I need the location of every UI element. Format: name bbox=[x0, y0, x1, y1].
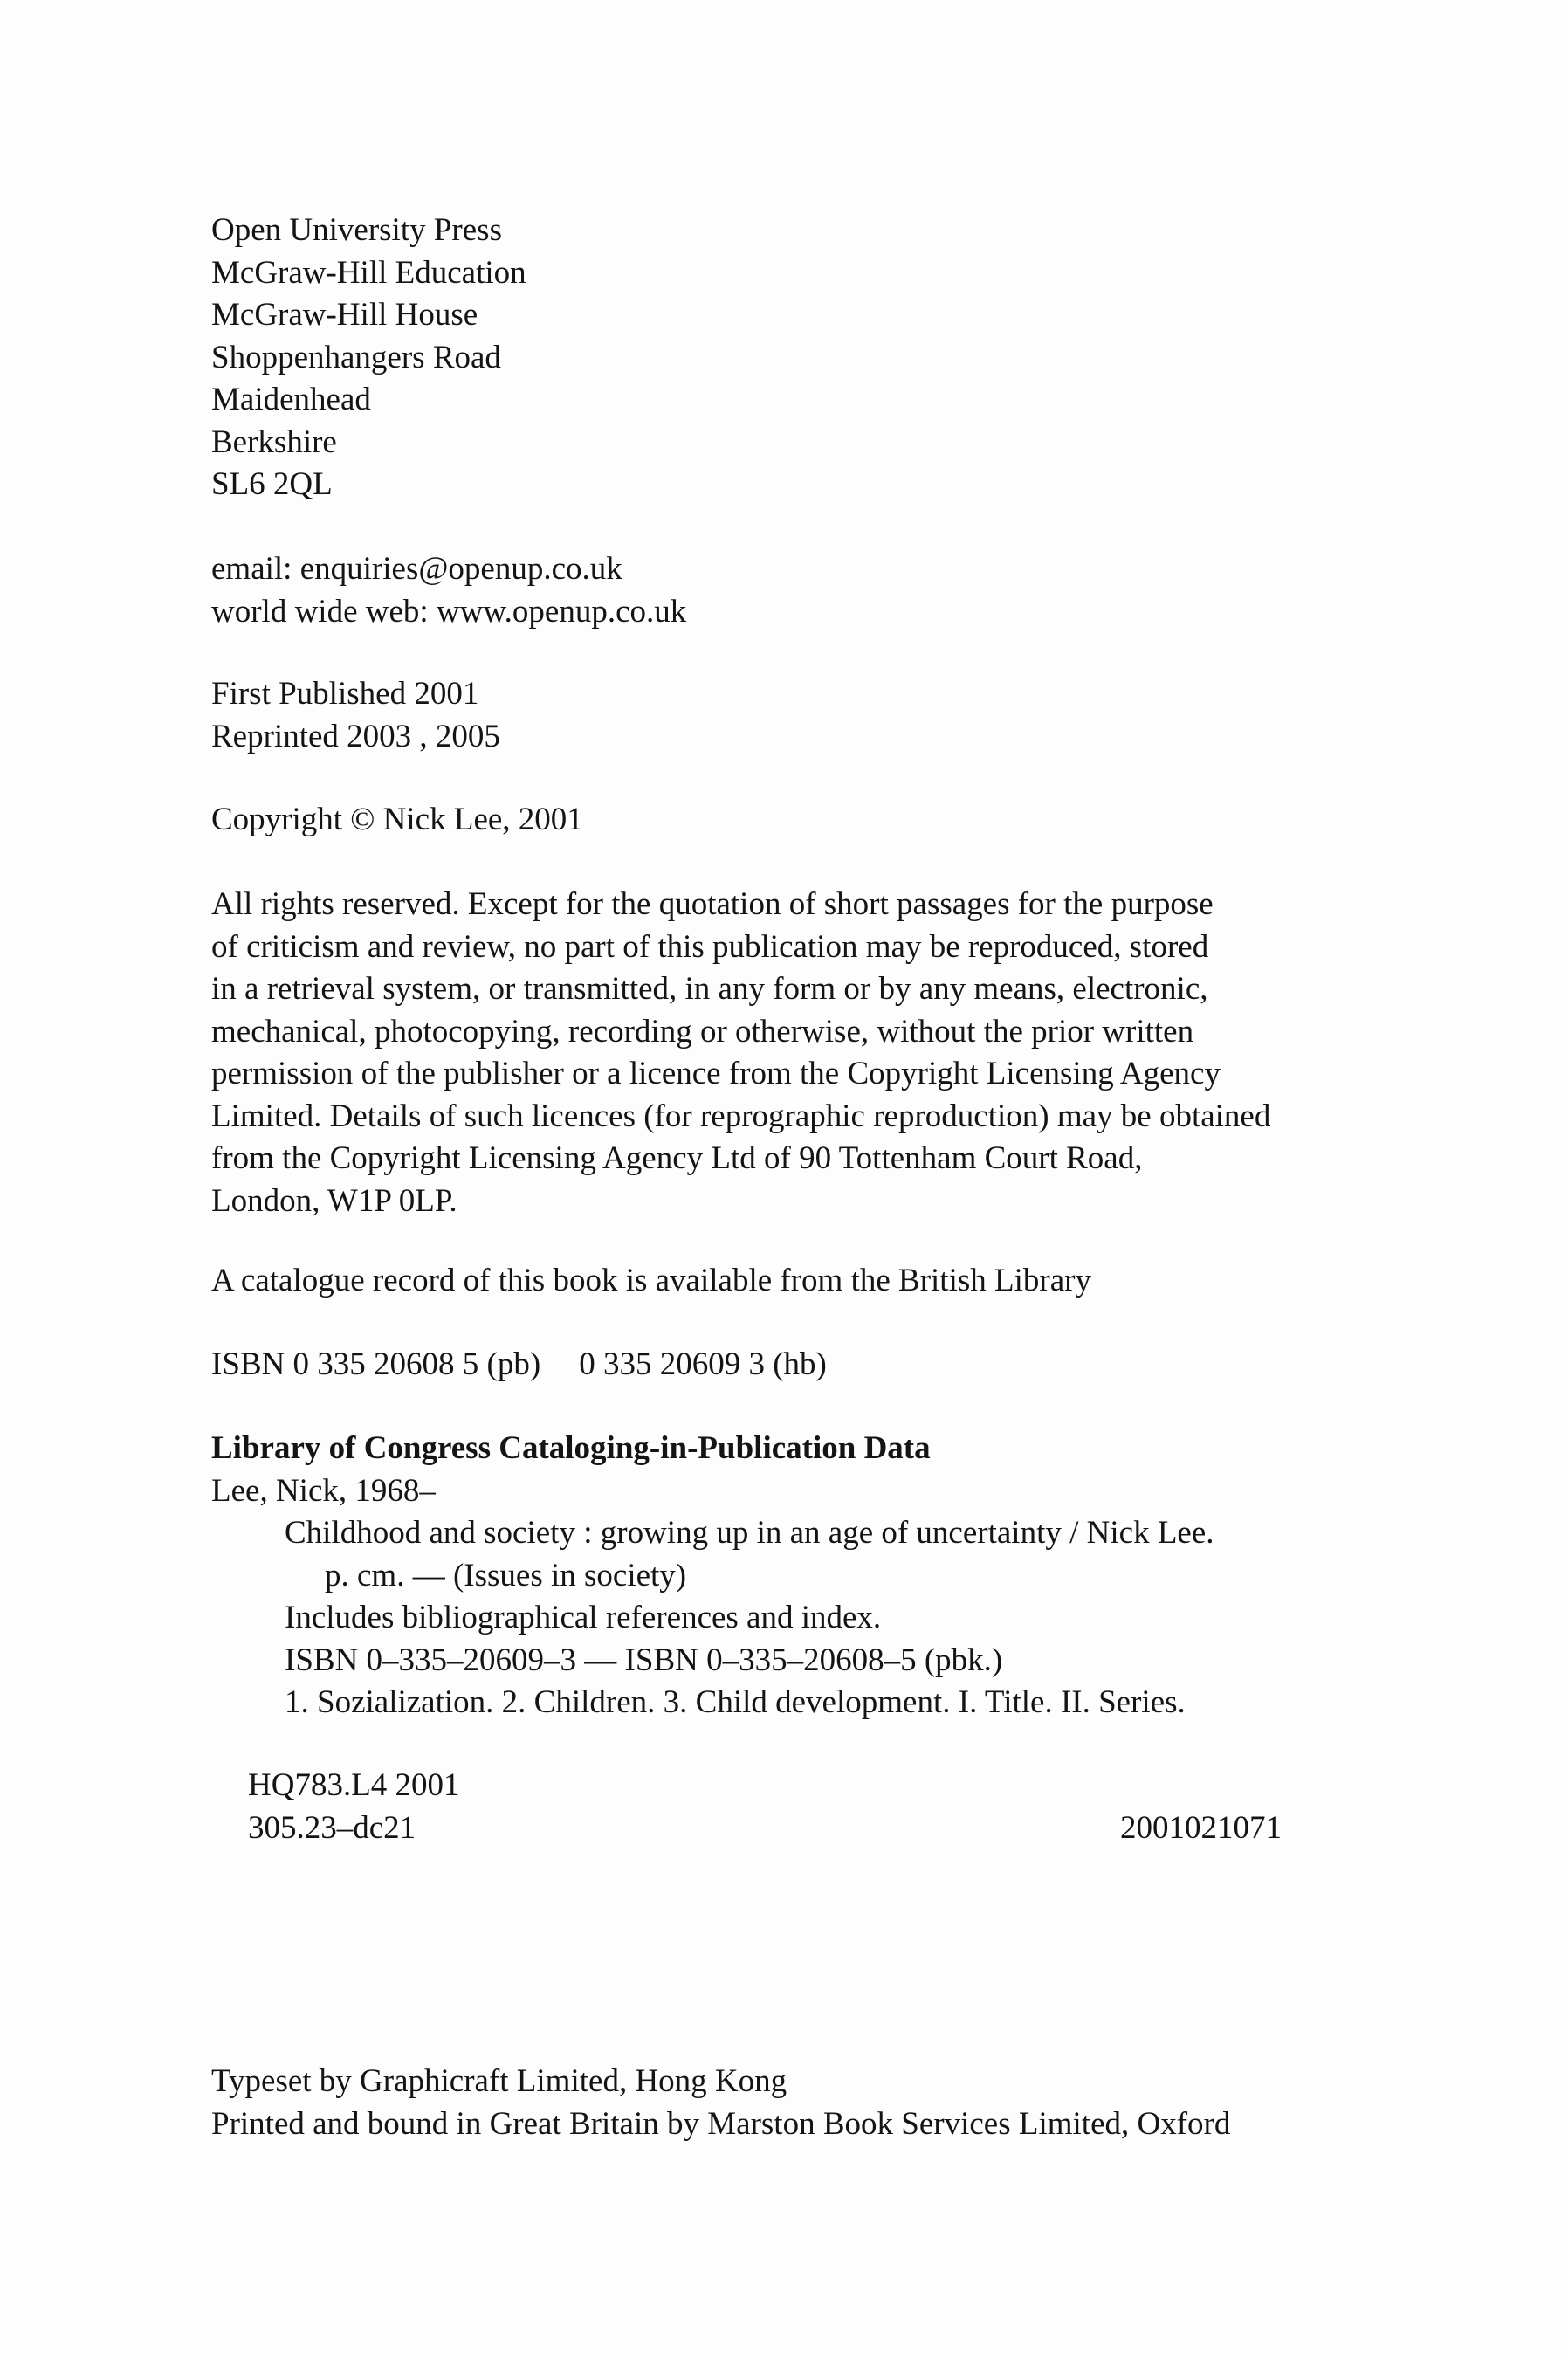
first-published: First Published 2001 bbox=[211, 676, 479, 712]
printer-credit: Printed and bound in Great Britain by Marston Book Services Limited, Oxford bbox=[211, 2105, 1231, 2142]
copyright-notice bbox=[211, 799, 583, 842]
classification-row bbox=[248, 1807, 1282, 1850]
contact-info bbox=[211, 548, 686, 633]
rights-line: from the Copyright Licensing Agency Ltd of 90 Tottenham Court Road, bbox=[211, 1140, 1143, 1176]
production-credits bbox=[211, 2061, 1230, 2145]
isbn-hardback: 0 335 20609 3 (hb) bbox=[579, 1346, 827, 1382]
rights-statement bbox=[211, 884, 1270, 1222]
address-line: Shoppenhangers Road bbox=[211, 339, 501, 375]
catalogue-record bbox=[211, 1260, 1091, 1303]
loc-extent: p. cm. — (Issues in society) bbox=[325, 1557, 687, 1594]
loc-cip-data bbox=[211, 1428, 1214, 1724]
email-line: email: enquiries@openup.co.uk bbox=[211, 551, 622, 587]
web-line: world wide web: www.openup.co.uk bbox=[211, 593, 687, 630]
rights-line: of criticism and review, no part of this publication may be reproduced, stored bbox=[211, 928, 1209, 965]
classification bbox=[248, 1765, 1296, 1849]
address-line: Maidenhead bbox=[211, 382, 371, 417]
isbn-paperback: ISBN 0 335 20608 5 (pb) bbox=[211, 1346, 541, 1382]
address-line: Open University Press bbox=[211, 212, 502, 248]
typeset-credit: Typeset by Graphicraft Limited, Hong Kong bbox=[211, 2063, 787, 2099]
rights-line: permission of the publisher or a licence from the Copyright Licensing Agency bbox=[211, 1056, 1221, 1091]
rights-line: mechanical, photocopying, recording or otherwise, without the prior written bbox=[211, 1013, 1194, 1050]
loc-author: Lee, Nick, 1968– bbox=[211, 1472, 436, 1509]
address-line: SL6 2QL bbox=[211, 466, 333, 502]
loc-title: Childhood and society : growing up in an age of uncertainty / Nick Lee. bbox=[285, 1515, 1214, 1551]
address-line: McGraw-Hill Education bbox=[211, 254, 526, 291]
address-line: Berkshire bbox=[211, 423, 337, 460]
lc-class-number: HQ783.L4 2001 bbox=[248, 1767, 460, 1803]
catalogue-line: A catalogue record of this book is available from the British Library bbox=[211, 1263, 1091, 1298]
lccn: 2001021071 bbox=[1120, 1809, 1282, 1846]
publisher-address bbox=[211, 210, 526, 506]
loc-isbns: ISBN 0–335–20609–3 — ISBN 0–335–20608–5 (pbk.) bbox=[285, 1642, 1003, 1678]
rights-line: in a retrieval system, or transmitted, in any form or by any means, electronic, bbox=[211, 971, 1208, 1007]
loc-heading: Library of Congress Cataloging-in-Publication Data bbox=[211, 1430, 931, 1466]
loc-notes: Includes bibliographical references and index. bbox=[285, 1600, 882, 1635]
rights-line: All rights reserved. Except for the quotation of short passages for the purpose bbox=[211, 886, 1214, 922]
reprinted: Reprinted 2003 , 2005 bbox=[211, 718, 500, 754]
publication-history bbox=[211, 673, 500, 758]
loc-subjects: 1. Sozialization. 2. Children. 3. Child development. I. Title. II. Series. bbox=[285, 1684, 1186, 1720]
rights-line: Limited. Details of such licences (for reprographic reproduction) may be obtained bbox=[211, 1098, 1271, 1134]
address-line: McGraw-Hill House bbox=[211, 297, 478, 333]
dewey-number: 305.23–dc21 bbox=[248, 1809, 416, 1846]
isbn-line bbox=[211, 1344, 827, 1387]
copyright-line: Copyright © Nick Lee, 2001 bbox=[211, 802, 583, 837]
rights-line: London, W1P 0LP. bbox=[211, 1182, 457, 1219]
